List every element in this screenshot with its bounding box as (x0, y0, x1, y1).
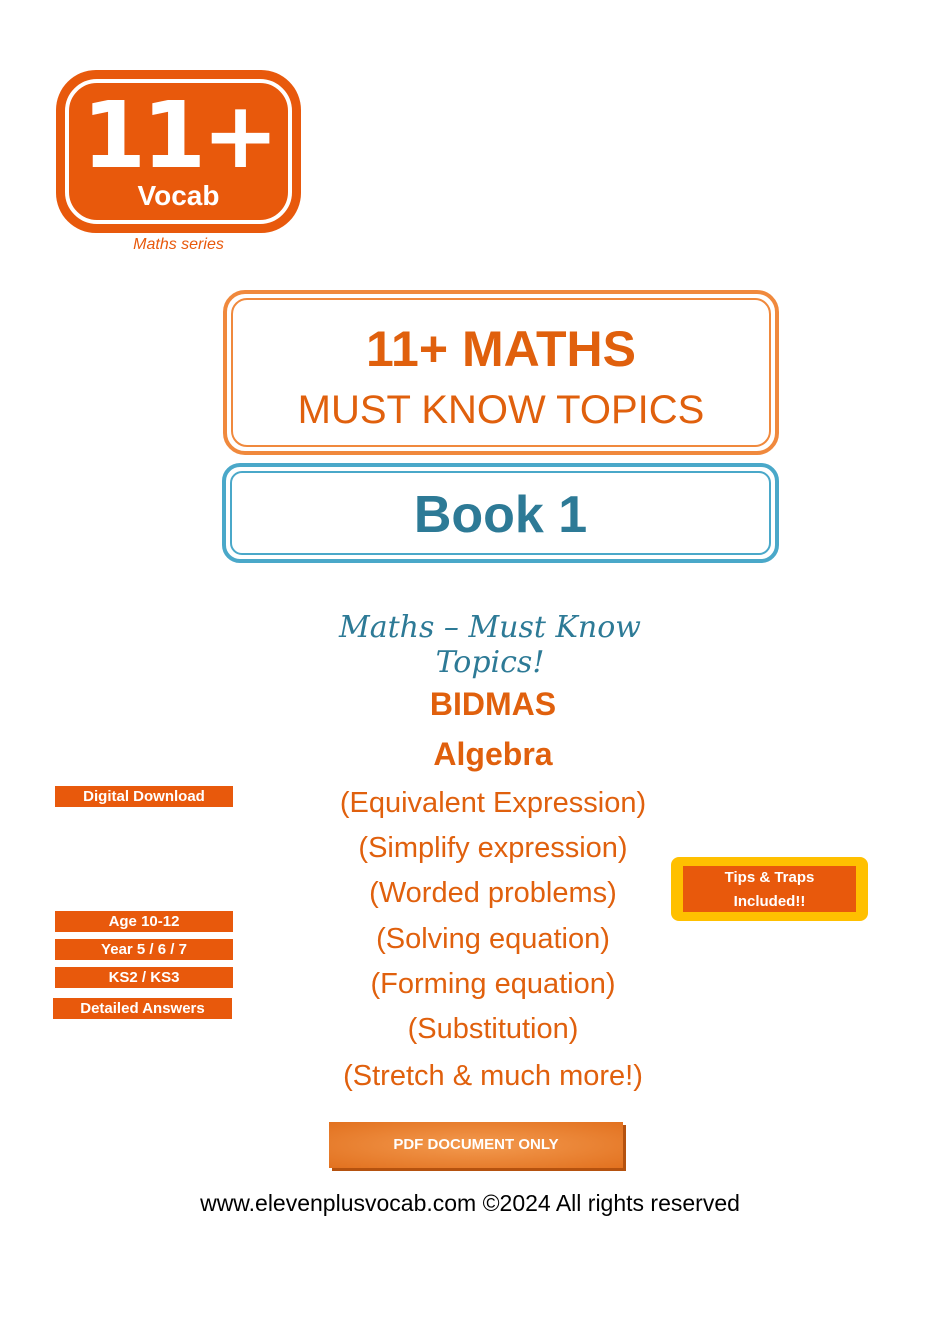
subtopic: (Forming equation) (370, 968, 616, 1000)
title-line2: MUST KNOW TOPICS (297, 388, 705, 432)
tagline: Maths – Must Know Topics! (339, 610, 641, 680)
topic-bidmas: BIDMAS (429, 686, 557, 722)
title-line1: 11+ MATHS (366, 321, 636, 377)
series-label: Maths series (133, 236, 224, 253)
subtopic: (Equivalent Expression) (339, 787, 647, 819)
subtopic: (Worded problems) (369, 877, 617, 909)
year-label: Year 5 / 6 / 7 (55, 939, 233, 960)
book-number: Book 1 (413, 486, 588, 544)
pdf-only-banner: PDF DOCUMENT ONLY (329, 1122, 623, 1168)
tips-badge (671, 857, 868, 921)
logo-sub: Vocab (137, 180, 220, 211)
subtopic: (Stretch & much more!) (343, 1060, 643, 1092)
subtopic: (Substitution) (407, 1013, 579, 1045)
answers-label: Detailed Answers (53, 998, 232, 1019)
tips-line1: Tips & Traps (724, 869, 815, 886)
age-label: Age 10-12 (55, 911, 233, 932)
logo-main: 11+ (81, 82, 276, 189)
topic-algebra: Algebra (433, 736, 553, 772)
logo (56, 70, 301, 233)
subtopic: (Simplify expression) (358, 832, 628, 864)
footer: www.elevenplusvocab.com ©2024 All rights reserved (200, 1190, 740, 1216)
subtopic: (Solving equation) (376, 923, 610, 955)
keystage-label: KS2 / KS3 (55, 967, 233, 988)
tips-line2: Included!! (733, 893, 806, 910)
digital-download-label: Digital Download (55, 786, 233, 807)
